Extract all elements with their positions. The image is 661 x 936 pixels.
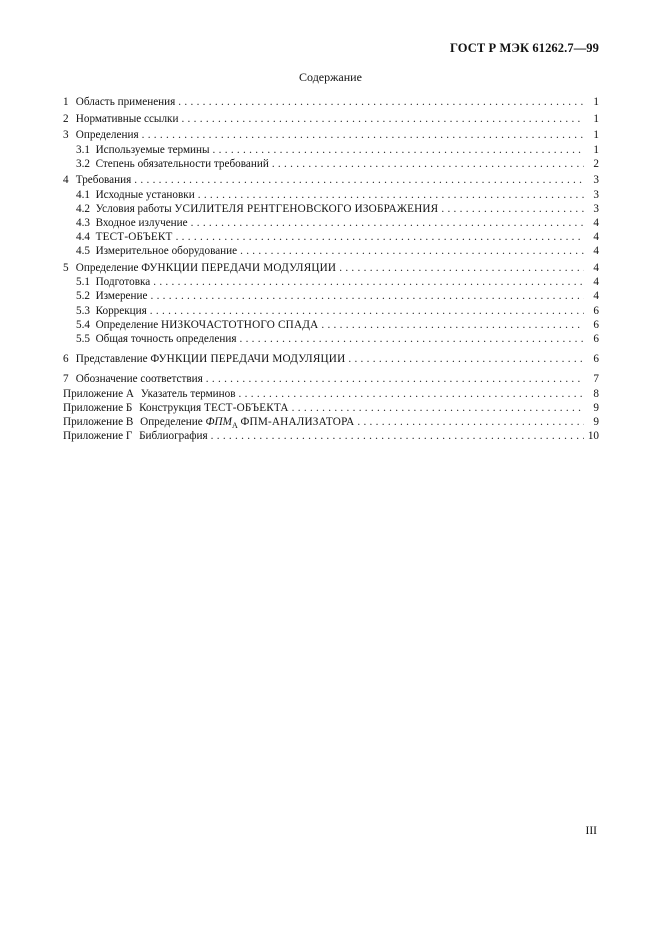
- toc-entry[interactable]: [63, 216, 599, 230]
- toc-entry[interactable]: [63, 95, 599, 109]
- page-number: 6: [593, 318, 599, 331]
- entry-number: 4.3: [76, 217, 90, 229]
- page-number: 4: [593, 290, 599, 303]
- page-number: 1: [593, 112, 599, 125]
- standard-code: ГОСТ Р МЭК 61262.7—99: [450, 41, 599, 55]
- entry-title: Степень обязательности требований: [95, 157, 269, 170]
- entry-title-term: ФПМ-АНАЛИЗАТОРА: [240, 415, 355, 428]
- page-number: 3: [593, 188, 599, 201]
- toc-entry[interactable]: [63, 352, 599, 366]
- page-number: 7: [593, 373, 599, 386]
- entry-title: Коррекция: [95, 304, 147, 317]
- entry-title: Подготовка: [95, 276, 151, 289]
- entry-number: 4: [63, 174, 69, 187]
- entry-title-subscript: A: [231, 421, 238, 431]
- page-number: 6: [593, 333, 599, 345]
- leader-dots: [181, 112, 584, 126]
- entry-number: 3.2: [76, 157, 90, 170]
- leader-dots: [153, 275, 584, 289]
- entry-number: 5.4: [76, 318, 90, 331]
- entry-number: 1: [63, 96, 69, 108]
- leader-dots: [206, 372, 584, 386]
- entry-title: Нормативные ссылки: [75, 112, 179, 125]
- leader-dots: [191, 216, 584, 230]
- leader-dots: [213, 143, 584, 157]
- entry-title: Определения: [75, 129, 139, 142]
- toc-title: Содержание: [299, 70, 362, 84]
- leader-dots: [240, 244, 584, 258]
- page-number: 6: [593, 304, 599, 317]
- entry-title: Общая точность определения: [95, 333, 237, 345]
- entry-title-term: ТЕСТ-ОБЪЕКТА: [203, 401, 289, 414]
- toc-entry[interactable]: [63, 275, 599, 289]
- leader-dots: [239, 332, 584, 346]
- entry-title: Определение: [75, 262, 139, 275]
- toc-entry[interactable]: [63, 112, 599, 126]
- entry-number: 7: [63, 373, 69, 386]
- toc-appendix-entry[interactable]: [63, 401, 599, 415]
- entry-title: Библиография: [139, 430, 208, 443]
- entry-number: 4.4: [76, 231, 90, 244]
- entry-title-term: ФУНКЦИИ ПЕРЕДАЧИ МОДУЛЯЦИИ: [150, 353, 346, 366]
- entry-number: 5.3: [76, 304, 90, 317]
- toc-appendix-entry[interactable]: [63, 415, 599, 429]
- toc-entry[interactable]: [63, 332, 599, 346]
- leader-dots: [339, 261, 584, 275]
- page-number: 2: [593, 157, 599, 170]
- toc-entry[interactable]: [63, 202, 599, 216]
- entry-title: Условия работы: [95, 202, 172, 215]
- entry-title: Определение: [95, 318, 159, 331]
- toc-entry[interactable]: [63, 173, 599, 187]
- leader-dots: [321, 318, 584, 332]
- entry-number: 4.2: [76, 202, 90, 215]
- toc-entry[interactable]: [63, 304, 599, 318]
- entry-title: Исходные установки: [95, 188, 195, 201]
- appendix-label: Приложение А: [63, 387, 134, 400]
- entry-title: Используемые термины: [95, 143, 210, 156]
- page-number: 1: [593, 96, 599, 108]
- entry-title: Входное излучение: [95, 217, 188, 229]
- page-number: 4: [593, 262, 599, 275]
- toc-entry[interactable]: [63, 157, 599, 171]
- toc-appendix-entry[interactable]: [63, 387, 599, 401]
- entry-title-term: ТЕСТ-ОБЪЕКТ: [95, 231, 173, 244]
- toc-entry[interactable]: [63, 318, 599, 332]
- appendix-label: Приложение В: [63, 415, 134, 428]
- page-number: 8: [593, 387, 599, 400]
- entry-title-term: НИЗКОЧАСТОТНОГО СПАДА: [161, 318, 319, 331]
- toc-entry[interactable]: [63, 188, 599, 202]
- toc-entry[interactable]: [63, 128, 599, 142]
- page-number: 4: [593, 245, 599, 258]
- page-number: 9: [593, 401, 599, 414]
- leader-dots: [150, 304, 584, 318]
- page-number: 1: [593, 143, 599, 156]
- table-of-contents: [63, 95, 599, 443]
- leader-dots: [176, 230, 584, 244]
- page-folio: III: [585, 825, 597, 837]
- page-number: 3: [593, 174, 599, 187]
- leader-dots: [441, 202, 584, 216]
- toc-appendix-entry[interactable]: [63, 429, 599, 443]
- entry-title: Требования: [75, 174, 132, 187]
- page-number: 3: [593, 202, 599, 215]
- entry-number: 6: [63, 353, 69, 366]
- entry-number: 3: [63, 129, 69, 142]
- entry-title: Измерительное оборудование: [95, 245, 238, 258]
- toc-entry[interactable]: [63, 244, 599, 258]
- leader-dots: [178, 95, 584, 109]
- toc-entry[interactable]: [63, 230, 599, 244]
- appendix-label: Приложение Г: [63, 430, 133, 443]
- page-number: 10: [587, 430, 599, 443]
- entry-title: Обозначение соответствия: [75, 373, 203, 386]
- entry-title: Конструкция: [139, 401, 202, 414]
- leader-dots: [134, 173, 584, 187]
- entry-number: 4.1: [76, 188, 90, 201]
- leader-dots: [348, 352, 584, 366]
- appendix-label: Приложение Б: [63, 401, 133, 414]
- entry-title: Измерение: [95, 290, 148, 303]
- leader-dots: [142, 128, 584, 142]
- entry-title: Определение: [140, 415, 203, 428]
- leader-dots: [292, 401, 584, 415]
- toc-entry[interactable]: [63, 372, 599, 386]
- page-number: 6: [593, 353, 599, 366]
- entry-number: 5.2: [76, 290, 90, 303]
- toc-entry[interactable]: [63, 143, 599, 157]
- entry-title-symbol: ФПМ: [205, 415, 232, 428]
- entry-title: Указатель терминов: [140, 387, 236, 400]
- leader-dots: [239, 387, 584, 401]
- entry-title-term: УСИЛИТЕЛЯ РЕНТГЕНОВСКОГО ИЗОБРАЖЕНИЯ: [174, 202, 439, 215]
- page-number: 4: [593, 231, 599, 244]
- page-number: 1: [593, 129, 599, 142]
- entry-title: Представление: [75, 353, 148, 366]
- leader-dots: [198, 188, 584, 202]
- entry-number: 3.1: [76, 143, 90, 156]
- entry-number: 5.1: [76, 276, 90, 289]
- toc-entry[interactable]: [63, 261, 599, 275]
- leader-dots: [211, 429, 584, 443]
- leader-dots: [272, 157, 584, 171]
- page-number: 4: [593, 276, 599, 289]
- page-number: 9: [593, 415, 599, 428]
- entry-number: 2: [63, 112, 69, 125]
- entry-title: Область применения: [75, 96, 176, 108]
- entry-number: 5: [63, 262, 69, 275]
- entry-number: 4.5: [76, 245, 90, 258]
- leader-dots: [357, 415, 584, 429]
- page-number: 4: [593, 217, 599, 229]
- entry-number: 5.5: [76, 333, 90, 345]
- entry-title-term: ФУНКЦИИ ПЕРЕДАЧИ МОДУЛЯЦИИ: [141, 262, 337, 275]
- leader-dots: [150, 289, 584, 303]
- toc-entry[interactable]: [63, 289, 599, 303]
